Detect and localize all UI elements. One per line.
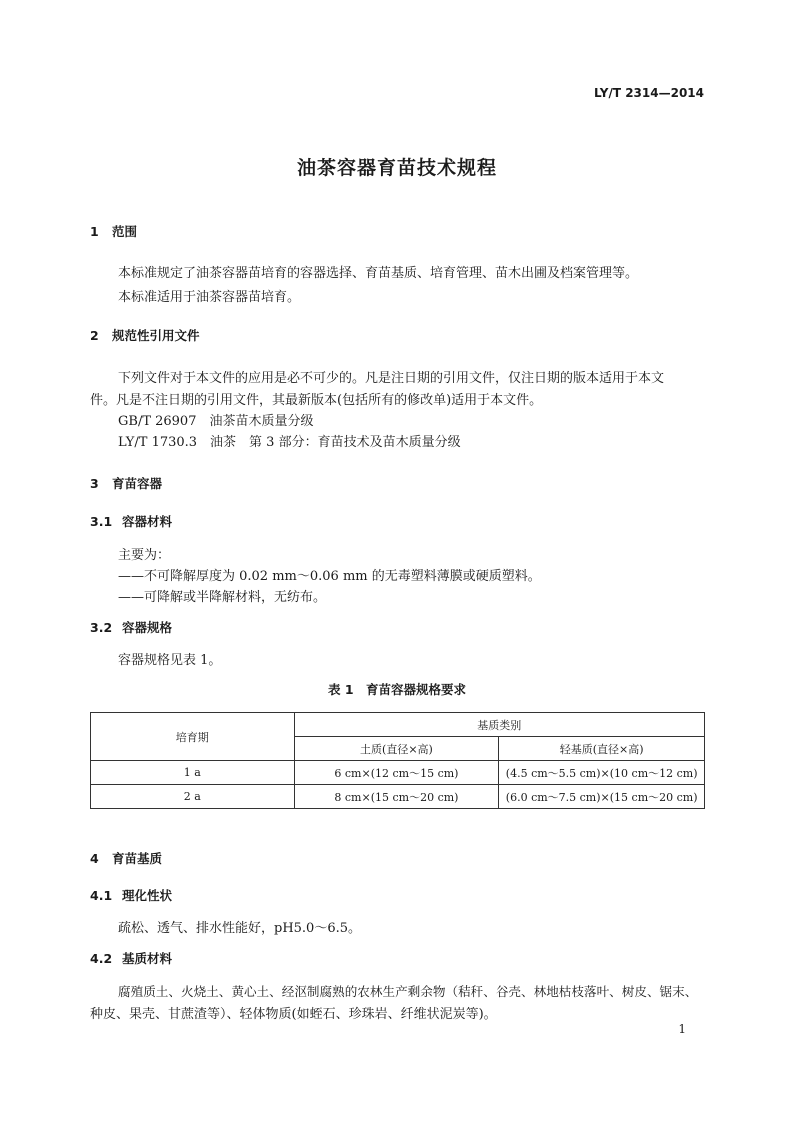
section-3-heading [90,474,162,492]
spec-table [90,712,705,809]
page-title: 油茶容器育苗技术规程 [296,157,497,179]
page-number: 1 [678,1022,686,1036]
section-4-1-heading [90,886,172,904]
header-cell-light: 轻基质(直径×高) [499,737,705,761]
section-number: 1 [90,224,99,239]
paragraph: 疏松、透气、排水性能好，pH5.0～6.5。 [118,921,362,936]
header-cell-group: 基质类别 [294,713,704,737]
section-title: 容器材料 [122,514,173,529]
paragraph: 腐殖质土、火烧土、黄心土、经沤制腐熟的农林生产剩余物（秸秆、谷壳、林地枯枝落叶、树皮、锯末、 [118,984,698,999]
section-title: 基质材料 [122,951,173,966]
cell-light: (4.5 cm～5.5 cm)×(10 cm～12 cm) [499,761,705,785]
section-4-heading [90,849,162,867]
reference-item: GB/T 26907 油茶苗木质量分级 [118,414,314,429]
table-caption: 表 1 育苗容器规格要求 [327,682,467,697]
section-number: 4.2 [90,951,113,966]
section-3-2-heading [90,618,172,636]
paragraph: 本标准适用于油茶容器苗培育。 [118,290,301,305]
table-row [91,761,705,785]
section-title: 理化性状 [122,888,173,903]
header-cell-period: 培育期 [91,713,295,761]
section-2-heading [90,326,200,344]
section-3-1-heading [90,512,172,530]
header-cell-soil: 土质(直径×高) [294,737,499,761]
section-number: 4.1 [90,888,113,903]
section-number: 2 [90,328,99,343]
paragraph: 主要为： [118,548,171,563]
paragraph: 件。凡是不注日期的引用文件，其最新版本(包括所有的修改单)适用于本文件。 [90,393,543,408]
section-title: 育苗容器 [112,476,163,491]
list-item: ——不可降解厚度为 0.02 mm～0.06 mm 的无毒塑料薄膜或硬质塑料。 [118,569,541,584]
section-title: 育苗基质 [112,851,163,866]
paragraph: 种皮、果壳、甘蔗渣等）、轻体物质(如蛭石、珍珠岩、纤维状泥炭等)。 [90,1007,497,1022]
paragraph: 容器规格见表 1。 [118,653,222,668]
section-number: 3.1 [90,514,113,529]
table-header-row [91,713,705,737]
section-4-2-heading [90,949,172,967]
table-row [91,785,705,809]
section-1-heading [90,222,137,240]
paragraph: 下列文件对于本文件的应用是必不可少的。凡是注日期的引用文件，仅注日期的版本适用于本文 [118,371,665,386]
cell-soil: 8 cm×(15 cm～20 cm) [294,785,499,809]
cell-period: 1 a [91,761,295,785]
cell-light: (6.0 cm～7.5 cm)×(15 cm～20 cm) [499,785,705,809]
cell-soil: 6 cm×(12 cm～15 cm) [294,761,499,785]
section-title: 规范性引用文件 [112,328,200,343]
section-number: 4 [90,851,99,866]
cell-period: 2 a [91,785,295,809]
section-number: 3.2 [90,620,113,635]
section-title: 范围 [112,224,138,239]
section-number: 3 [90,476,99,491]
section-title: 容器规格 [122,620,173,635]
paragraph: 本标准规定了油茶容器苗培育的容器选择、育苗基质、培育管理、苗木出圃及档案管理等。 [118,266,639,281]
reference-item: LY/T 1730.3 油茶 第 3 部分：育苗技术及苗木质量分级 [118,435,461,450]
standard-code: LY/T 2314—2014 [593,86,704,100]
list-item: ——可降解或半降解材料，无纺布。 [118,590,327,605]
